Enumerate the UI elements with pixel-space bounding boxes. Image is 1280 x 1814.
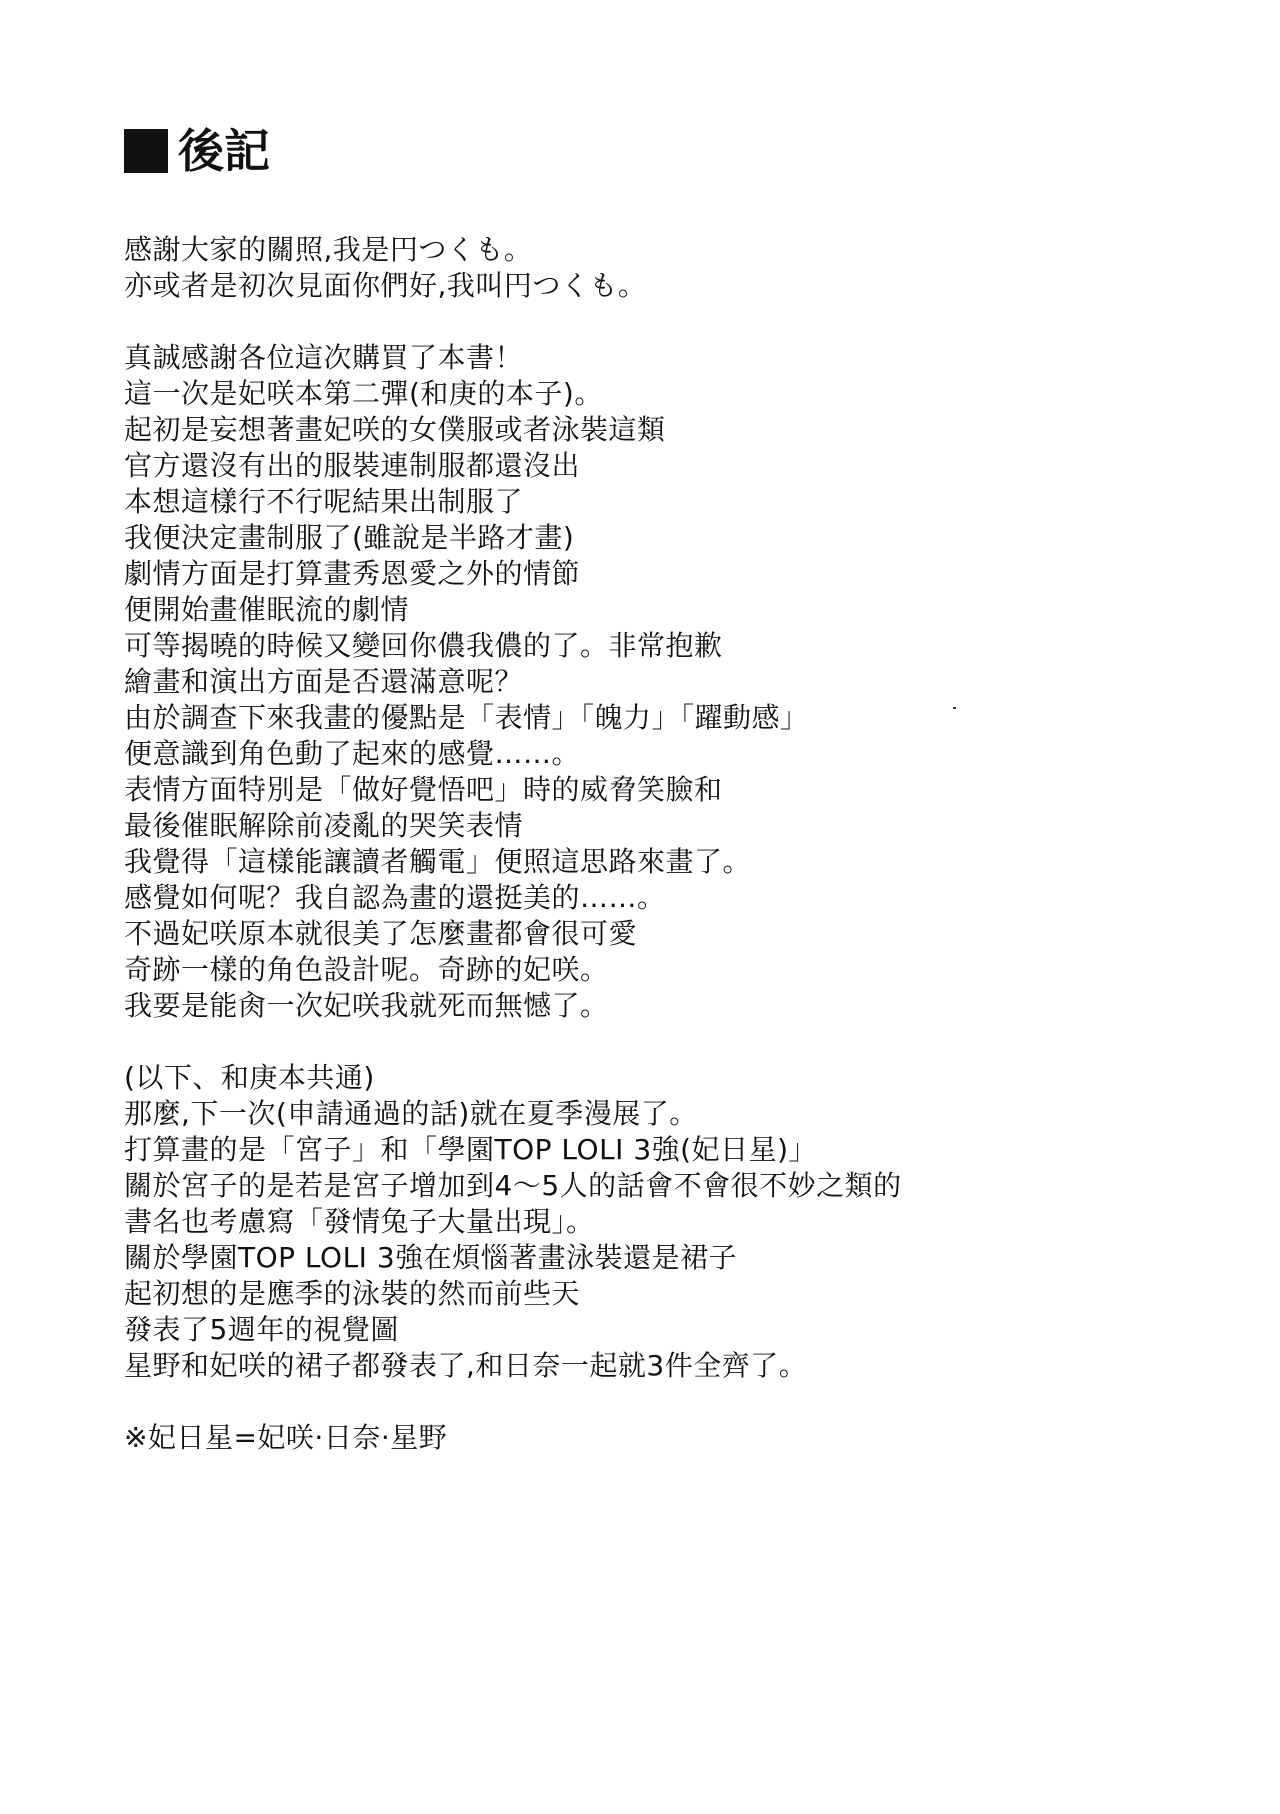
text-line: 真誠感謝各位這次購買了本書！	[124, 341, 524, 374]
text-line: 感覺如何呢？我自認為畫的還挺美的……。	[124, 881, 666, 914]
text-line: 亦或者是初次見面你們好,我叫円つくも。	[124, 269, 647, 302]
text-line: 這一次是妃咲本第二彈(和庚的本子)。	[124, 377, 603, 410]
page-title	[124, 124, 270, 178]
text-line: 起初是妄想著畫妃咲的女僕服或者泳裝這類	[124, 413, 666, 446]
text-line: 那麼,下一次(申請通過的話)就在夏季漫展了。	[124, 1097, 698, 1130]
text-line: (以下、和庚本共通)	[124, 1061, 375, 1094]
text-line: 發表了5週年的視覺圖	[124, 1313, 399, 1346]
paragraph-gap	[124, 1024, 1224, 1060]
page-title-text: 後記	[178, 124, 270, 178]
afterword-text	[124, 232, 1224, 1456]
text-line: 便開始畫催眠流的劇情	[124, 593, 410, 626]
text-line: 官方還沒有出的服裝連制服都還沒出	[124, 449, 581, 482]
text-line: 關於學園TOP LOLI 3強在煩惱著畫泳裝還是裙子	[124, 1241, 738, 1274]
text-line: 可等揭曉的時候又變回你儂我儂的了。非常抱歉	[124, 629, 723, 662]
text-line: 由於調查下來我畫的優點是「表情」「魄力」「躍動感」	[124, 701, 809, 734]
text-line: 不過妃咲原本就很美了怎麼畫都會很可愛	[124, 917, 638, 950]
text-line: 我覺得「這樣能讓讀者觸電」便照這思路來畫了。	[124, 845, 752, 878]
scan-speck	[953, 707, 956, 709]
paragraph-gap	[124, 304, 1224, 340]
text-line: 星野和妃咲的裙子都發表了,和日奈一起就3件全齊了。	[124, 1349, 808, 1382]
text-line: 起初想的是應季的泳裝的然而前些天	[124, 1277, 581, 1310]
text-line: 我要是能肏一次妃咲我就死而無憾了。	[124, 989, 609, 1022]
text-line: 繪畫和演出方面是否還滿意呢？	[124, 665, 524, 698]
text-line: 感謝大家的關照,我是円つくも。	[124, 233, 533, 266]
text-line: 本想這樣行不行呢結果出制服了	[124, 485, 524, 518]
text-line: 便意識到角色動了起來的感覺……。	[124, 737, 581, 770]
text-line: 表情方面特別是「做好覺悟吧」時的威脅笑臉和	[124, 773, 723, 806]
text-line: 書名也考慮寫「發情兔子大量出現」。	[124, 1205, 595, 1238]
text-line: 奇跡一樣的角色設計呢。奇跡的妃咲。	[124, 953, 609, 986]
paragraph-gap	[124, 1384, 1224, 1420]
text-line: 最後催眠解除前凌亂的哭笑表情	[124, 809, 524, 842]
text-line: 關於宮子的是若是宮子增加到4〜5人的話會不會很不妙之類的	[124, 1169, 902, 1202]
text-line: 我便決定畫制服了(雖說是半路才畫)	[124, 521, 575, 554]
text-line: 打算畫的是「宮子」和「學園TOP LOLI 3強(妃日星)」	[124, 1133, 817, 1166]
footnote-line: ※妃日星=妃咲·日奈·星野	[124, 1421, 448, 1454]
text-line: 劇情方面是打算畫秀恩愛之外的情節	[124, 557, 581, 590]
black-square-icon	[124, 129, 168, 173]
